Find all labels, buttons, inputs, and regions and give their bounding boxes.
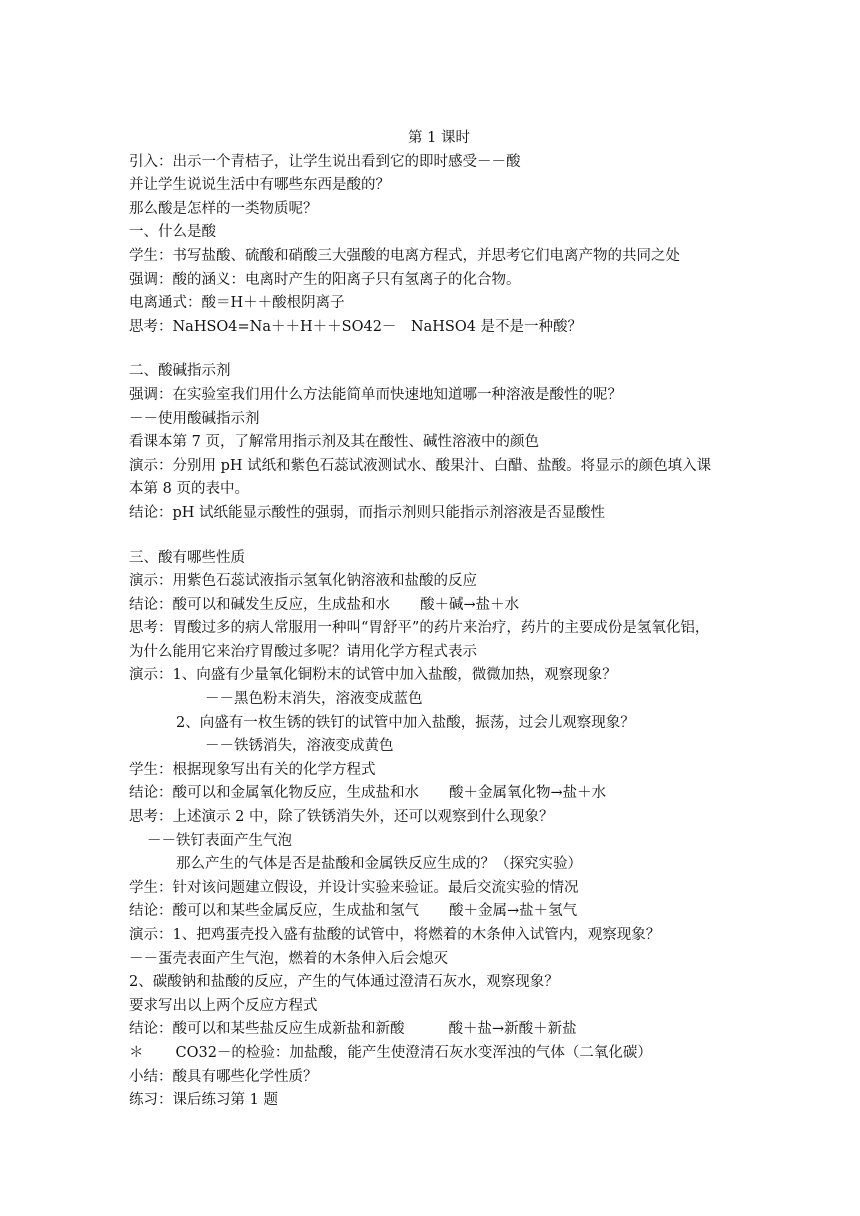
section-1-line: 学生：书写盐酸、硫酸和硝酸三大强酸的电离方程式，并思考它们电离产物的共同之处: [129, 247, 680, 264]
blank-line: [129, 526, 749, 547]
section-1-line: 电离通式：酸＝H＋＋酸根阴离子: [129, 295, 345, 312]
demo-line: 演示：用紫色石蕊试液指示氢氧化钠溶液和盐酸的反应: [129, 573, 477, 590]
think-line: 思考：上述演示 2 中，除了铁锈消失外，还可以观察到什么现象？: [129, 809, 554, 826]
conclusion-text: 结论：酸可以和某些金属反应，生成盐和氢气: [129, 903, 419, 920]
requirement-line: 要求写出以上两个反应方程式: [129, 997, 318, 1014]
think-result-line: －－铁钉表面产生气泡: [147, 832, 292, 849]
student-line: 学生：根据现象写出有关的化学方程式: [129, 761, 376, 778]
demo-result-line: －－黑色粉末消失，溶液变成蓝色: [205, 691, 423, 708]
exercise-line: 练习：课后练习第 1 题: [129, 1092, 278, 1109]
page-title: 第 1 课时: [408, 130, 470, 146]
student-line: 学生：针对该问题建立假设，并设计实验来验证。最后交流实验的情况: [129, 879, 579, 896]
section-2-line: 演示：分别用 pH 试纸和紫色石蕊试液测试水、酸果汁、白醋、盐酸。将显示的颜色填入课: [129, 457, 712, 474]
demo-result-line: －－蛋壳表面产生气泡，燃着的木条伸入后会熄灭: [129, 950, 448, 967]
conclusion-text: 结论：酸可以和碱发生反应，生成盐和水: [129, 596, 390, 613]
section-1-heading: 一、什么是酸: [129, 224, 216, 241]
conclusion-text: 结论：酸可以和某些盐反应生成新盐和新酸: [129, 1021, 405, 1038]
intro-line-1: 引入：出示一个青桔子，让学生说出看到它的即时感受－－酸: [129, 153, 521, 170]
section-2-line: 本第 8 页的表中。: [129, 481, 249, 498]
conclusion-formula: 酸＋盐→新酸＋新盐: [448, 1021, 577, 1038]
blank-line: [129, 339, 749, 360]
section-3-heading: 三、酸有哪些性质: [129, 549, 245, 566]
note-text: CO32－的检验：加盐酸，能产生使澄清石灰水变浑浊的气体（二氧化碳）: [175, 1044, 652, 1061]
section-2-line: 看课本第 7 页，了解常用指示剂及其在酸性、碱性溶液中的颜色: [129, 434, 539, 451]
demo-line: 2、向盛有一枚生锈的铁钉的试管中加入盐酸，振荡，过会儿观察现象？: [176, 714, 635, 731]
lesson-content: [129, 127, 749, 1113]
think-question-line: 那么产生的气体是否是盐酸和金属铁反应生成的？（探究实验）: [176, 856, 582, 873]
intro-line-2: 并让学生说说生活中有哪些东西是酸的？: [129, 177, 390, 194]
intro-line-3: 那么酸是怎样的一类物质呢？: [129, 200, 318, 217]
demo-line: 2、碳酸钠和盐酸的反应，产生的气体通过澄清石灰水，观察现象？: [129, 974, 559, 991]
section-2-line: 结论：pH 试纸能显示酸性的强弱，而指示剂则只能指示剂溶液是否显酸性: [129, 504, 606, 521]
conclusion-line: [129, 900, 749, 924]
section-1-line: 强调：酸的涵义：电离时产生的阳离子只有氢离子的化合物。: [129, 271, 521, 288]
conclusion-line: [129, 1018, 749, 1042]
think-line: 思考：胃酸过多的病人常服用一种叫“胃舒平”的药片来治疗，药片的主要成份是氢氧化铝，: [129, 620, 710, 637]
section-2-line: 强调：在实验室我们用什么方法能简单而快速地知道哪一种溶液是酸性的呢？: [129, 386, 622, 403]
conclusion-formula: 酸＋金属→盐＋氢气: [449, 903, 578, 920]
section-1-line: 思考：NaHSO4=Na＋＋H＋＋SO42－ NaHSO4 是不是一种酸？: [129, 318, 583, 335]
conclusion-formula: 酸＋碱→盐＋水: [420, 596, 520, 613]
conclusion-line: [129, 594, 749, 618]
star-bullet: ＊: [129, 1044, 144, 1061]
note-line: [129, 1042, 749, 1066]
summary-line: 小结：酸具有哪些化学性质？: [129, 1068, 318, 1085]
demo-line: 演示：1、向盛有少量氧化铜粉末的试管中加入盐酸，微微加热，观察现象？: [129, 667, 617, 684]
section-2-line: －－使用酸碱指示剂: [129, 410, 260, 427]
demo-line: 演示：1、把鸡蛋壳投入盛有盐酸的试管中，将燃着的木条伸入试管内，观察现象？: [129, 927, 661, 943]
conclusion-formula: 酸＋金属氧化物→盐＋水: [449, 785, 607, 802]
conclusion-text: 结论：酸可以和金属氧化物反应，生成盐和水: [129, 785, 419, 802]
think-line: 为什么能用它来治疗胃酸过多呢？请用化学方程式表示: [129, 643, 477, 660]
conclusion-line: [129, 782, 749, 806]
demo-result-line: －－铁锈消失，溶液变成黄色: [205, 738, 394, 755]
section-2-heading: 二、酸碱指示剂: [129, 363, 231, 380]
